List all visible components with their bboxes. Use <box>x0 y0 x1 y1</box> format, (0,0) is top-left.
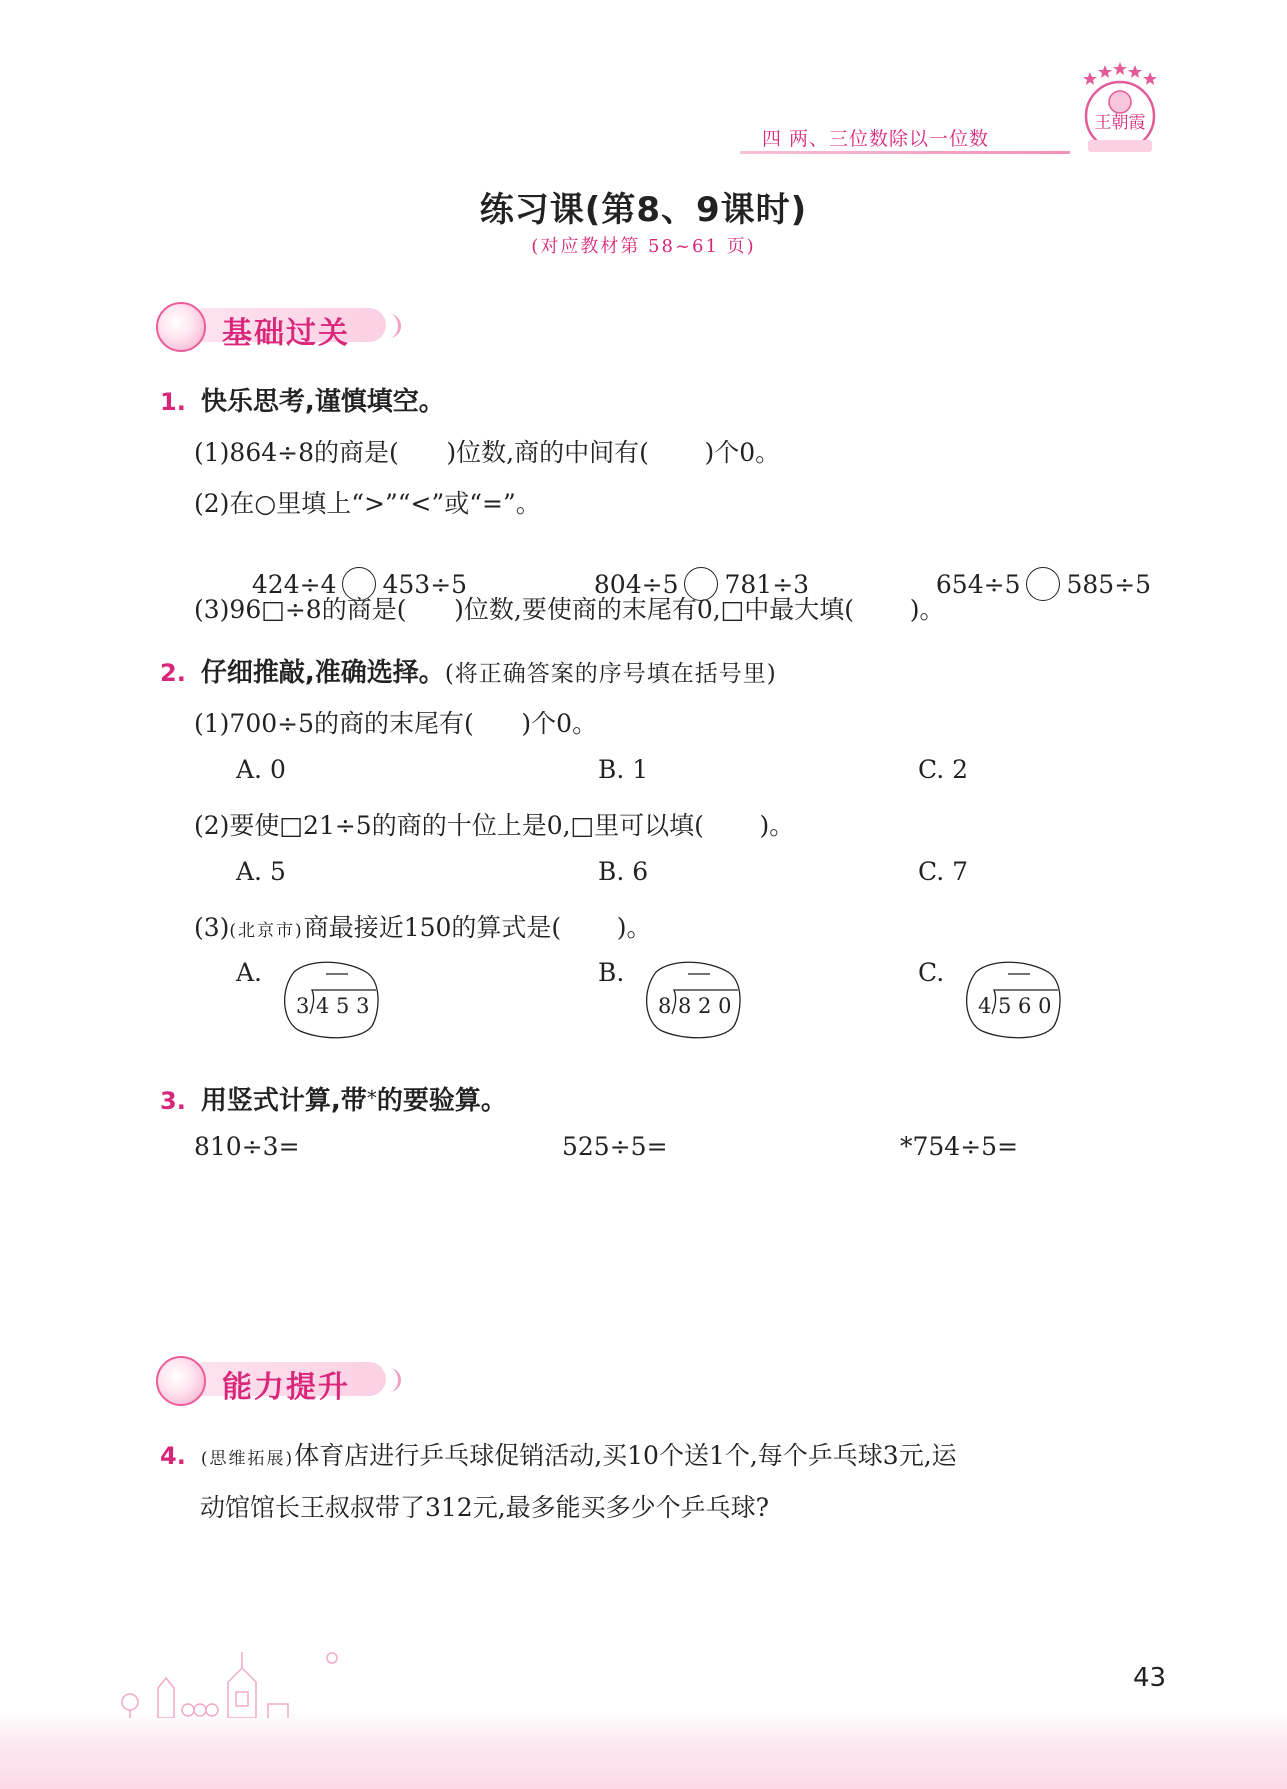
question-2-header <box>160 652 777 689</box>
textbook-reference: (对应教材第 58~61 页) <box>531 236 756 257</box>
q2-part-2: (2)要使□21÷5的商的十位上是0,□里可以填( )。 <box>194 811 795 840</box>
compare-right: 453÷5 <box>382 570 468 599</box>
option-label: A. <box>236 958 263 987</box>
question-number: 2. <box>160 659 186 687</box>
castle-doodle-icon <box>118 1648 358 1718</box>
question-number: 3. <box>160 1087 186 1115</box>
footer-band <box>0 1712 1287 1789</box>
question-tag: (思维拓展) <box>200 1449 295 1469</box>
option-c[interactable]: C. 2 <box>918 755 969 784</box>
q1-part-3: (3)96□÷8的商是( )位数,要使商的末尾有0,□中最大填( )。 <box>194 595 945 624</box>
logo-text: 王朝霞 <box>1094 113 1146 133</box>
question-title: 仔细推敲,准确选择。 <box>200 658 445 688</box>
calc-item: 525÷5= <box>562 1132 668 1161</box>
q2-part-3 <box>194 908 652 944</box>
section-title-ability: 能力提升 <box>222 1370 350 1405</box>
question-title: 用竖式计算,带*的要验算。 <box>200 1086 507 1116</box>
q2-part-1: (1)700÷5的商的末尾有( )个0。 <box>194 709 598 738</box>
q1-part-1: (1)864÷8的商是( )位数,商的中间有( )个0。 <box>194 438 781 467</box>
option-b[interactable]: B. 6 <box>598 857 649 886</box>
girl-mascot-icon <box>156 302 206 352</box>
dividend: 4 5 3 <box>316 994 370 1018</box>
section-banner-ability <box>156 1354 406 1406</box>
part-prefix: (3) <box>194 913 230 942</box>
girl-mascot-icon <box>156 1356 206 1406</box>
question-text-line-2: 动馆馆长王叔叔带了312元,最多能买多少个乒乓球? <box>200 1493 770 1522</box>
chapter-heading: 四 两、三位数除以一位数 <box>762 128 990 150</box>
divisor: 8 <box>658 994 672 1018</box>
option-label: C. <box>918 958 945 987</box>
question-number: 4. <box>160 1442 186 1470</box>
question-number: 1. <box>160 388 186 416</box>
question-text-line-1: 体育店进行乒乓球促销活动,买10个送1个,每个乒乓球3元,运 <box>294 1441 957 1470</box>
section-title-basic: 基础过关 <box>222 316 350 351</box>
option-b[interactable]: B. 1 <box>598 755 649 784</box>
option-c[interactable]: C. 7 <box>918 857 969 886</box>
option-a[interactable]: A. 5 <box>236 857 286 886</box>
q1-part-2: (2)在○里填上“>”“<”或“=”。 <box>194 489 541 518</box>
region-tag: (北京市) <box>229 921 304 941</box>
option-a[interactable] <box>236 958 262 987</box>
compare-left: 654÷5 <box>935 570 1021 599</box>
answer-circle[interactable] <box>1026 567 1060 601</box>
long-division-c <box>962 956 1066 1042</box>
publisher-logo <box>1070 58 1170 158</box>
compare-left: 804÷5 <box>593 570 679 599</box>
lesson-title: 练习课(第8、9课时) <box>479 190 808 230</box>
header-underline <box>740 151 1070 154</box>
option-label: B. <box>598 958 625 987</box>
long-division-b <box>642 956 746 1042</box>
question-3-header <box>160 1080 507 1117</box>
part-text: 商最接近150的算式是( )。 <box>303 913 652 942</box>
question-4 <box>160 1436 957 1472</box>
compare-item <box>920 538 1151 601</box>
question-1-header <box>160 381 445 418</box>
question-note: (将正确答案的序号填在括号里) <box>444 661 777 687</box>
divisor: 3 <box>296 994 310 1018</box>
calc-item: 810÷3= <box>194 1132 300 1161</box>
long-division-a <box>280 956 384 1042</box>
dividend: 5 6 0 <box>998 994 1052 1018</box>
compare-right: 781÷3 <box>724 570 810 599</box>
option-b[interactable] <box>598 958 624 987</box>
option-c[interactable] <box>918 958 944 987</box>
divisor: 4 <box>978 994 992 1018</box>
calc-item: *754÷5= <box>900 1132 1019 1161</box>
question-title: 快乐思考,谨慎填空。 <box>200 387 445 417</box>
compare-left: 424÷4 <box>251 570 337 599</box>
section-banner-basic <box>156 300 406 352</box>
page-number: 43 <box>1133 1663 1167 1693</box>
option-a[interactable]: A. 0 <box>236 755 286 784</box>
compare-right: 585÷5 <box>1066 570 1152 599</box>
dividend: 8 2 0 <box>678 994 732 1018</box>
